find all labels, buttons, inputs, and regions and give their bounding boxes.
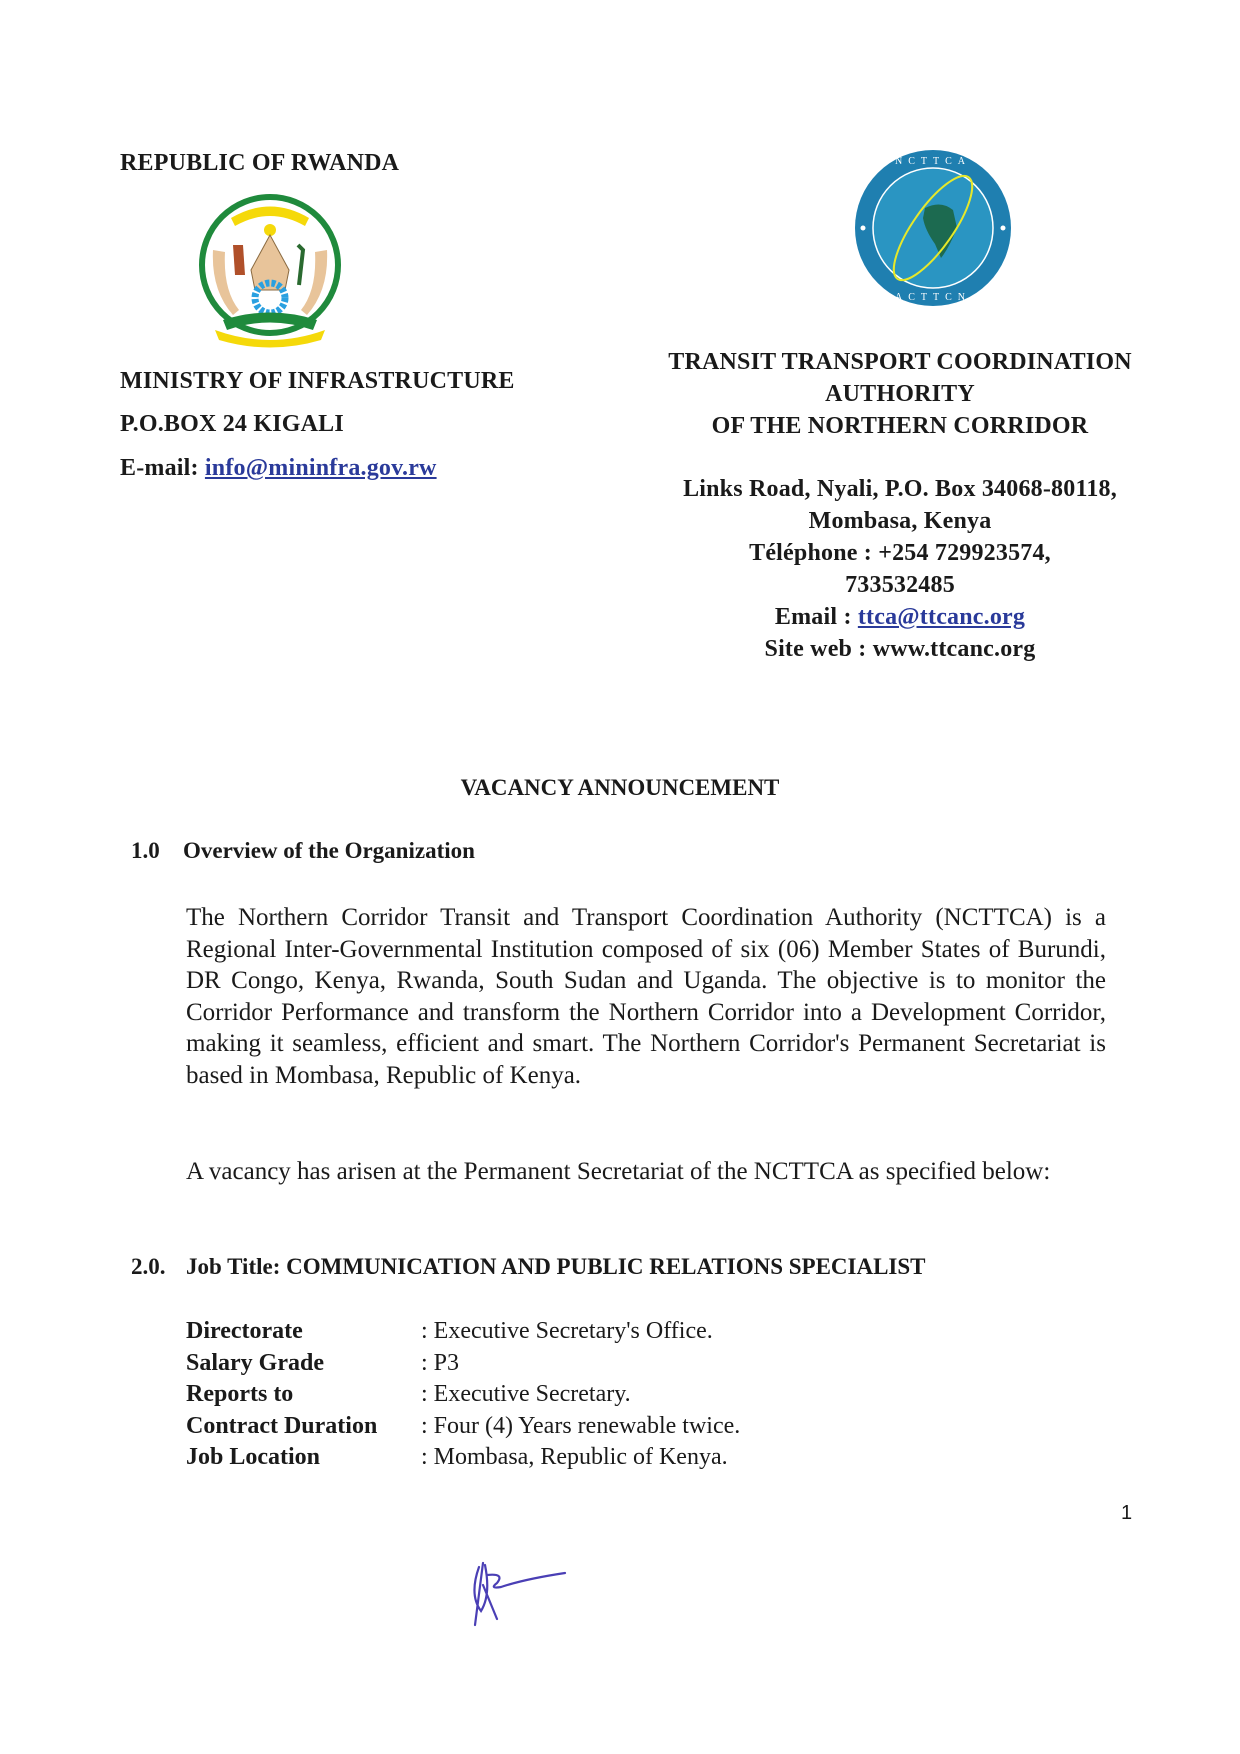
job-detail-value: : Executive Secretary's Office. xyxy=(421,1318,713,1344)
ministry-email-link[interactable]: info@mininfra.gov.rw xyxy=(204,455,437,481)
job-title-label: Job Title: xyxy=(186,1254,287,1279)
org-website-label: Site web : xyxy=(764,636,873,662)
job-detail-key: Contract Duration xyxy=(186,1412,378,1439)
org-address-line2: Mombasa, Kenya xyxy=(808,508,992,534)
job-detail-key: Salary Grade xyxy=(186,1349,324,1376)
job-detail-key: Job Location xyxy=(186,1444,321,1470)
section1-number: 1.0 xyxy=(131,838,160,863)
org-name-line1: TRANSIT TRANSPORT COORDINATION xyxy=(668,349,1132,375)
job-detail-row xyxy=(186,1379,886,1411)
job-detail-row xyxy=(186,1348,886,1380)
job-detail-value: : Four (4) Years renewable twice. xyxy=(421,1412,741,1439)
org-phone-line1: Téléphone : +254 729923574, xyxy=(749,540,1051,566)
job-detail-value: : Executive Secretary. xyxy=(421,1381,631,1407)
org-name-line3: OF THE NORTHERN CORRIDOR xyxy=(711,413,1089,439)
section2-number: 2.0. xyxy=(131,1254,166,1279)
document-title: VACANCY ANNOUNCEMENT xyxy=(460,775,780,800)
org-email-line xyxy=(650,601,1150,633)
signature-icon xyxy=(465,1555,605,1635)
rwanda-coat-of-arms-icon xyxy=(193,190,348,350)
job-detail-row xyxy=(186,1411,886,1443)
svg-text:ACTTCN: ACTTCN xyxy=(895,292,971,303)
ministry-po-box: P.O.BOX 24 KIGALI xyxy=(120,411,344,437)
ministry-email-line xyxy=(120,455,437,482)
org-name-line2: AUTHORITY xyxy=(825,381,975,407)
section1-paragraph2: A vacancy has arisen at the Permanent Secretariat of the NCTTCA as specified below: xyxy=(186,1158,1051,1185)
org-website-link[interactable]: www.ttcanc.org xyxy=(872,636,1036,662)
org-name-block xyxy=(660,346,1140,442)
ministry-email-label: E-mail: xyxy=(120,455,205,481)
page-number: 1 xyxy=(1121,1502,1133,1524)
job-detail-value: : Mombasa, Republic of Kenya. xyxy=(421,1444,728,1470)
org-email-label: Email : xyxy=(774,604,858,630)
job-detail-row xyxy=(186,1316,886,1348)
job-detail-key: Reports to xyxy=(186,1381,294,1407)
org-address-line1: Links Road, Nyali, P.O. Box 34068-80118, xyxy=(683,476,1117,502)
org-phone-line2: 733532485 xyxy=(845,572,955,598)
job-details-table xyxy=(186,1316,886,1474)
job-detail-row xyxy=(186,1442,886,1474)
ministry-name: MINISTRY OF INFRASTRUCTURE xyxy=(120,368,515,394)
country-name: REPUBLIC OF RWANDA xyxy=(120,150,400,176)
job-detail-value: : P3 xyxy=(421,1349,460,1376)
section1-paragraph1: The Northern Corridor Transit and Transport Coordination Authority (NCTTCA) is a Regional Inter-Governmental Institution composed of six (06) Member States of Burundi, DR Congo, Kenya, Rwanda, South Sudan and Uganda. The objective is to monitor the Corridor Performance and transform the Northern Corridor into a Development Corridor, making it seamless, efficient and smart. The Northern Corridor's Permanent Secretariat is based in Mombasa, Republic of Kenya. xyxy=(186,904,1106,1089)
org-website-line xyxy=(650,633,1150,665)
job-title-value: COMMUNICATION AND PUBLIC RELATIONS SPECIALIST xyxy=(286,1254,926,1279)
ncttca-logo-icon xyxy=(853,148,1013,308)
org-email-link[interactable]: ttca@ttcanc.org xyxy=(857,604,1026,630)
svg-text:NCTTCA: NCTTCA xyxy=(895,156,971,167)
job-detail-key: Directorate xyxy=(186,1318,303,1344)
section2-heading xyxy=(186,1254,926,1280)
section1-heading: Overview of the Organization xyxy=(183,838,475,863)
org-contact-block xyxy=(650,473,1150,665)
